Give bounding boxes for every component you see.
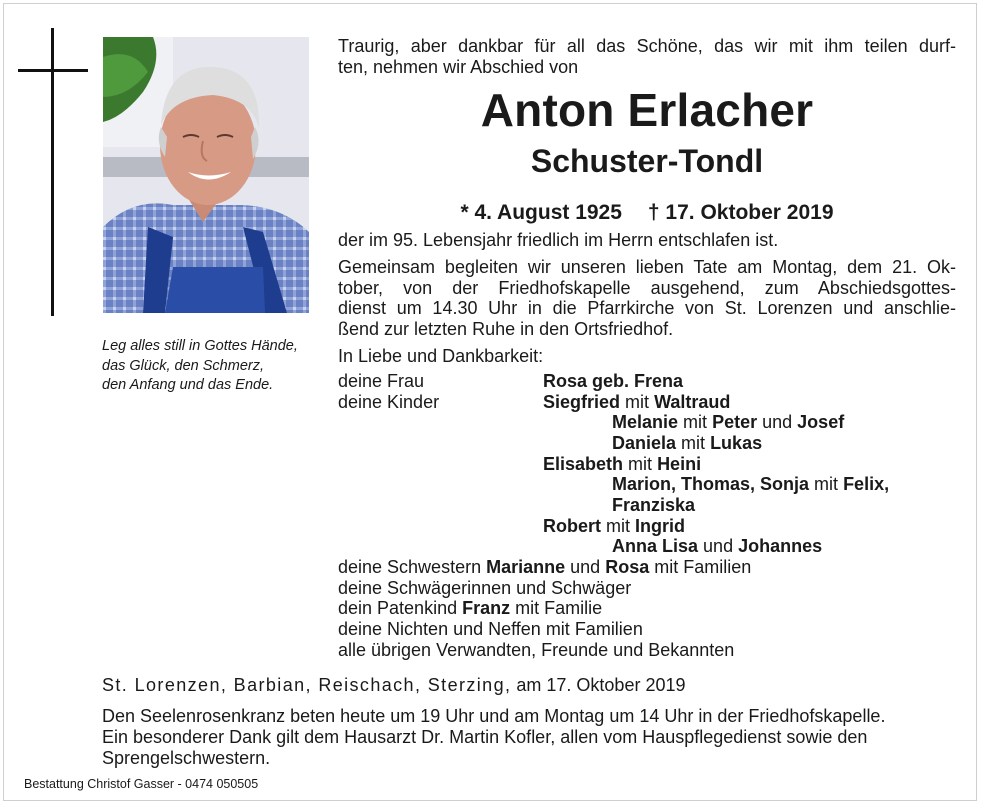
deceased-nickname: Schuster-Tondl xyxy=(530,143,764,179)
footer-line: Den Seelenrosenkranz beten heute um 19 Uhr und am Montag um 14 Uhr in der Friedhofskapelle. xyxy=(102,706,886,726)
family-entry: Franziska xyxy=(612,495,696,515)
quote-line: den Anfang und das Ende. xyxy=(102,377,274,393)
footer-line: Sprengelschwestern. xyxy=(102,748,271,768)
love-text: In Liebe und Dankbarkeit: xyxy=(338,346,544,366)
quote-line: Leg alles still in Gottes Hände, xyxy=(102,338,298,354)
family-entry: Daniela mit Lukas xyxy=(612,433,763,453)
intro-line: Traurig, aber dankbar für all das Schöne, das wir mit ihm teilen durf- xyxy=(338,36,956,56)
family-entry: Marion, Thomas, Sonja mit Felix, xyxy=(612,474,890,494)
footer-line: Ein besonderer Dank gilt dem Hausarzt Dr. Martin Kofler, allen vom Hauspflegedienst sowie den xyxy=(102,727,868,747)
portrait-illustration xyxy=(103,37,309,313)
family-entry: Robert mit Ingrid xyxy=(543,516,686,536)
intro-text xyxy=(338,36,956,78)
place-towns: St. Lorenzen, Barbian, Reischach, Sterzing, xyxy=(102,675,512,695)
passing-line: der im 95. Lebensjahr friedlich im Herrn entschlafen ist. xyxy=(338,230,779,250)
life-dates xyxy=(338,200,956,226)
family-entry: Anna Lisa und Johannes xyxy=(612,536,823,556)
undertaker-info: Bestattung Christof Gasser - 0474 050505 xyxy=(24,777,259,791)
relatives-line: alle übrigen Verwandten, Freunde und Bekannten xyxy=(338,640,735,660)
portrait-photo xyxy=(103,37,309,313)
cross-icon-bar xyxy=(18,69,88,72)
funeral-text xyxy=(338,257,956,340)
wife-name: Rosa geb. Frena xyxy=(543,371,684,391)
relatives-line: deine Schwägerinnen und Schwäger xyxy=(338,578,632,598)
relatives-line: deine Nichten und Neffen mit Familien xyxy=(338,619,643,639)
footer-text xyxy=(102,706,940,769)
family-entry: Siegfried mit Waltraud xyxy=(543,392,731,412)
family-entry: Melanie mit Peter und Josef xyxy=(612,412,845,432)
wife-label: deine Frau xyxy=(338,371,425,391)
relatives-line: deine Schwestern Marianne und Rosa mit Familien xyxy=(338,557,752,577)
love-line xyxy=(338,346,543,367)
funeral-line: tober, von der Friedhofskapelle ausgehend, zum Abschiedsgottes- xyxy=(338,277,956,298)
children-label: deine Kinder xyxy=(338,392,440,412)
death-date: † 17. Oktober 2019 xyxy=(647,201,834,224)
memorial-quote xyxy=(102,337,332,396)
intro-line: ten, nehmen wir Abschied von xyxy=(338,57,579,77)
passing-text xyxy=(338,230,778,251)
funeral-line: Gemeinsam begleiten wir unseren lieben Tate am Montag, dem 21. Ok- xyxy=(338,257,956,277)
funeral-line: ßend zur letzten Ruhe in den Ortsfriedhof. xyxy=(338,319,674,340)
birth-date: * 4. August 1925 xyxy=(460,201,622,224)
deceased-name: Anton Erlacher xyxy=(480,84,814,136)
place-date xyxy=(102,674,686,696)
place-date-text: am 17. Oktober 2019 xyxy=(511,675,686,695)
family-entry: Elisabeth mit Heini xyxy=(543,454,702,474)
funeral-line: dienst um 14.30 Uhr in die Pfarrkirche von St. Lorenzen und anschlie- xyxy=(338,298,956,319)
relatives-line: dein Patenkind Franz mit Familie xyxy=(338,598,603,618)
quote-line: das Glück, den Schmerz, xyxy=(102,357,264,374)
